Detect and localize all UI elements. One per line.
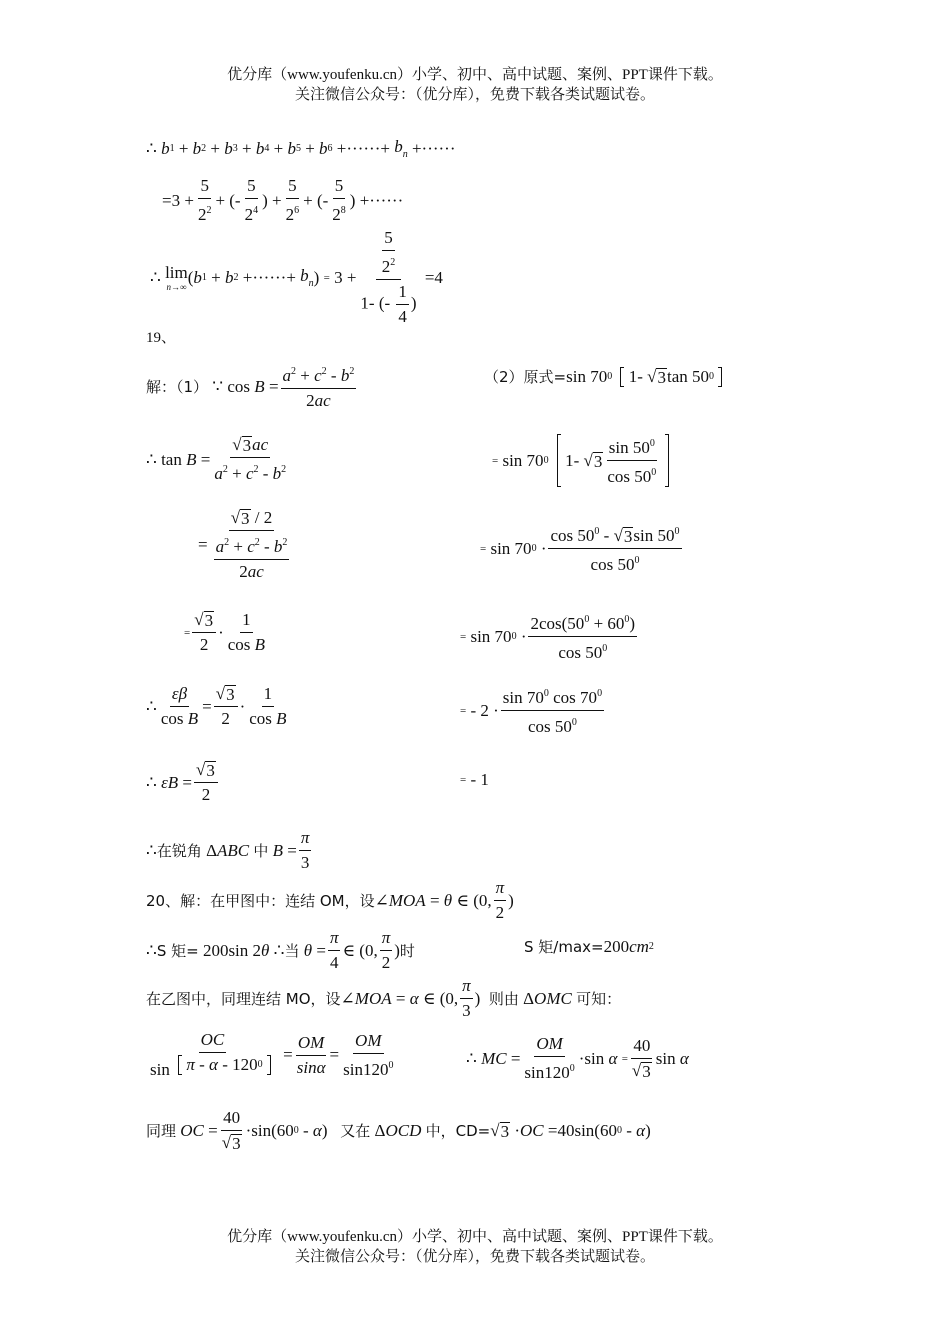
therefore-symbol: ∴	[146, 138, 157, 158]
p19-tanB: ∴ tan B = √ 3 ac $a^2 + c^2 - b^2$	[146, 435, 287, 483]
p20-intro: 20、解：在甲图中：连结 OM，设 ∠ MOA = θ ∈ (0, $\frac{\pi}{2}$ )	[146, 878, 514, 922]
p19-part1-cosB: 解：（1） ∵ cos B = $\frac{a^2 + c^2 - b^2}{2ac}$	[146, 362, 358, 411]
p20-area-max: S 矩/max= 200 cm 2	[524, 936, 654, 956]
problem-19-number: 19、	[146, 330, 177, 346]
p19-part2-step2: = sin 70 0 1- √ 3 $\frac{\sin 50^0}{\cos 50^0}$	[492, 434, 673, 487]
p20-sine-law: OC sin π - α - 120 0 = $\frac{OM}{\sin\alpha}$ = $\frac{OM}{\sin 120^0}$	[150, 1030, 394, 1079]
p19-part2-step5: = - 2 · $\frac{\sin 70^0 \cos 70^0}{\cos 50^0}$	[460, 684, 606, 737]
p19-part2-step3: = sin 70 0 · $\cos 50^0$ - √ 3 $\sin 50^0$ $\cos 50^0$	[480, 522, 684, 575]
limit-line: ∴ lim n→∞ ( b 1 + b 2 +······+ $b_n$ ) = 3 + $\frac{5}{2^2}$ 1- (- $\frac{1}{4}$ ) =4	[150, 228, 443, 326]
p19-epsilonB: ∴ ε B = √ 3 2	[146, 760, 220, 805]
p19-conclusion: ∴ 在锐角 Δ ABC 中 B = $\frac{\pi}{3}$	[146, 828, 310, 872]
page-footer-line-1: 优分库（www.youfenku.cn）小学、初中、高中试题、案例、PPT课件下载。	[227, 1229, 723, 1245]
p19-part2-step4: = sin 70 0 · $\frac{2\cos(50^0 + 60^0)}{\cos 50^0}$	[460, 610, 639, 663]
series-sum-line: ∴ b 1 + b 2 + b 3 + b 4 + b 5 + b 6 +······+ $b_n$ +······	[146, 137, 456, 160]
series-expansion-line: =3 + $\frac{5}{2^2}$ + (- $\frac{5}{2^4}$ ) + $\frac{5}{2^6}$ + (- $\frac{5}{2^8}$ ) +······	[162, 176, 404, 224]
page-header-line-2: 关注微信公众号：（优分库），免费下载各类试题试卷。	[294, 87, 655, 103]
p20-MC: ∴ MC = $\frac{OM}{\sin 120^0}$ ·sin α = 40 √ 3 sin α	[466, 1034, 689, 1082]
p19-tanB-step2: = √ 3 / 2 $\frac{a^2 + c^2 - b^2}{2ac}$	[198, 508, 288, 581]
p20-area-line: ∴ S 矩= 200sin 2 θ ∴ 当 θ = $\frac{\pi}{4}$ ∈ (0, $\frac{\pi}{2}$ ) 时	[146, 928, 415, 972]
page-footer-line-2: 关注微信公众号：（优分库），免费下载各类试题试卷。	[294, 1249, 655, 1265]
p19-part2-result: = - 1	[460, 770, 489, 789]
p19-epsilon-beta: ∴ $\frac{\varepsilon\beta}{\text{cos B}}$ = √ 3 2 · $\frac{1}{\text{cos B}}$	[146, 684, 287, 728]
p20-OC-CD: 同理 OC = 40 √ 3 ·sin(60 0 - α ) 又在 Δ OCD 中，CD= √ 3 · OC =40sin(60 0 - α )	[146, 1108, 651, 1153]
p19-part2-start: （2）原式= sin 70 0 1- √ 3 tan 50 0	[484, 366, 726, 387]
p20-figure-b-line: 在乙图中，同理连结 MO，设 ∠ MOA = α ∈ (0, $\frac{\pi}{3}$ ) 则由 Δ OMC 可知：	[146, 976, 622, 1020]
page-header-line-1: 优分库（www.youfenku.cn）小学、初中、高中试题、案例、PPT课件下载。	[227, 67, 723, 83]
p19-tanB-step3: = √ 3 2 · $\frac{1}{\text{cos B}}$	[184, 610, 266, 654]
